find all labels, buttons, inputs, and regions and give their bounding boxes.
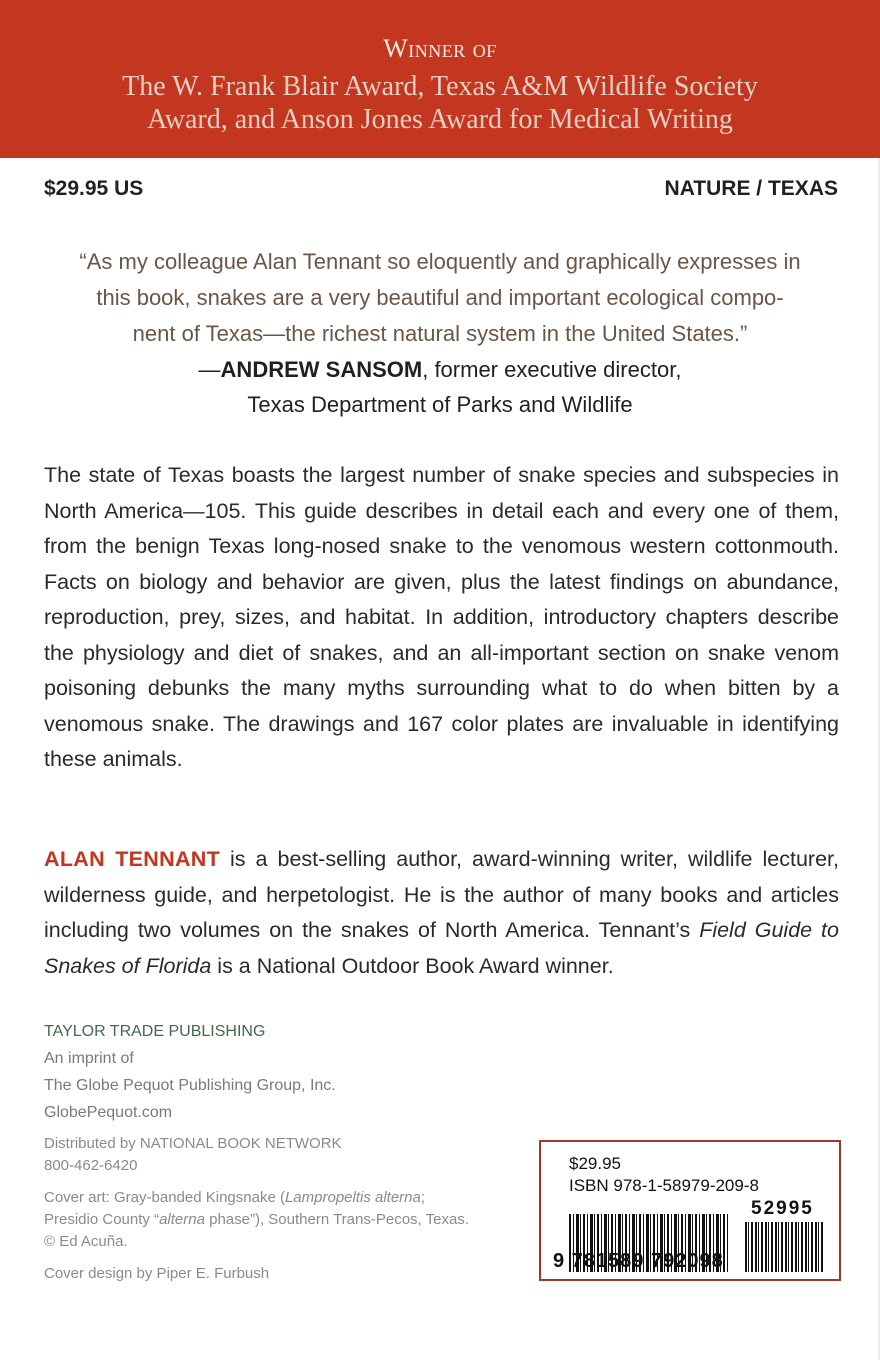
awards-list	[0, 70, 880, 136]
distributor: Distributed by NATIONAL BOOK NETWORK	[44, 1135, 342, 1152]
isbn: ISBN 978-1-58979-209-8	[569, 1176, 759, 1195]
cover-art-credit	[44, 1187, 504, 1253]
publisher-line: The Globe Pequot Publishing Group, Inc.	[44, 1077, 336, 1094]
ean-number: 9 781589 792098	[553, 1250, 724, 1272]
bio-text: is a best-selling author, award-winning writer, wildlife lecturer, wilderness guide, and herpetologist. He is the author of many books and articles including two volumes on the snakes of North America. Tennant’s	[44, 847, 839, 942]
endorser-organization: Texas Department of Parks and Wildlife	[247, 392, 633, 417]
distributor-phone: 800-462-6420	[44, 1157, 138, 1174]
publisher-imprint: TAYLOR TRADE PUBLISHING	[44, 1023, 266, 1040]
book-description: The state of Texas boasts the largest number of snake species and subspecies in North America—105. This guide describes in detail each and every one of them, from the benign Texas long-nosed snake to the venomous western cottonmouth. Facts on biology and behavior are given, plus the latest findings on abundance, reproduction, prey, sizes, and habitat. In addition, introductory chapters describe the physiology and diet of snakes, and an all-important section on snake venom poisoning debunks the many myths surrounding what to do when bitten by a venomous snake. The drawings and 167 color plates are invaluable in identifying these animals.	[44, 463, 839, 771]
species-name: Lampropeltis alterna	[284, 1189, 421, 1206]
author-name: ALAN TENNANT	[44, 847, 221, 871]
cover-art-text: ;	[420, 1189, 426, 1206]
cover-art-text: phase”), Southern Trans-Pecos, Texas.	[204, 1211, 469, 1228]
phase-name: alterna	[159, 1211, 205, 1228]
cover-art-text: Presidio County “	[44, 1211, 160, 1228]
barcode-price: $29.95	[569, 1154, 621, 1173]
quote-line: this book, snakes are a very beautiful and important ecological compo-	[96, 285, 784, 310]
book-title: Field Guide to Snakes of Florida	[44, 918, 839, 978]
cover-price: $29.95 US	[44, 177, 144, 200]
cover-design-credit: Cover design by Piper E. Furbush	[44, 1265, 270, 1282]
book-category: NATURE / TEXAS	[664, 177, 838, 200]
publisher-website: GlobePequot.com	[44, 1104, 173, 1121]
barcode-label	[539, 1140, 841, 1281]
price-supplement-code: 52995	[751, 1198, 814, 1219]
supplement-barcode-icon	[745, 1222, 823, 1272]
quote-attribution	[40, 352, 840, 422]
price-category-line	[44, 177, 838, 205]
awards-line-2: Award, and Anson Jones Award for Medical Writing	[147, 104, 733, 135]
endorsement-quote	[40, 244, 840, 352]
award-banner	[0, 0, 880, 158]
endorser-role: , former executive director,	[422, 357, 682, 382]
cover-art-text: Cover art: Gray-banded Kingsnake (	[44, 1189, 285, 1206]
distribution-info	[44, 1133, 504, 1177]
art-copyright: © Ed Acuña.	[44, 1233, 128, 1250]
bio-text-end: is a National Outdoor Book Award winner.	[211, 953, 614, 978]
endorser-name: ANDREW SANSOM	[220, 357, 423, 382]
publisher-info	[44, 1018, 504, 1126]
winner-heading: Winner of	[383, 34, 497, 63]
quote-line: nent of Texas—the richest natural system in the United States.”	[132, 321, 748, 346]
publisher-line: An imprint of	[44, 1050, 134, 1067]
quote-line: “As my colleague Alan Tennant so eloquently and graphically expresses in	[79, 249, 801, 274]
attribution-dash: —	[198, 357, 221, 382]
author-bio	[44, 842, 839, 984]
awards-line-1: The W. Frank Blair Award, Texas A&M Wildlife Society	[122, 71, 758, 102]
